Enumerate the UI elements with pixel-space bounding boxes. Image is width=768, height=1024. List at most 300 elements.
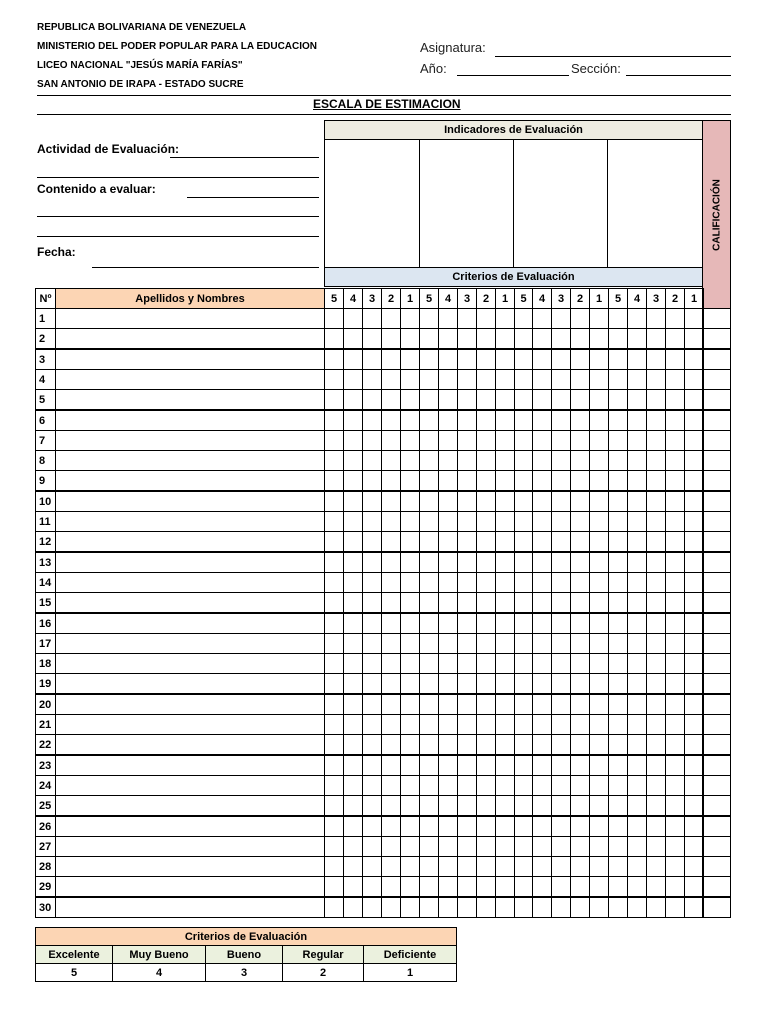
indicator-box-1[interactable] [324, 139, 420, 268]
indicator-box-3[interactable] [513, 139, 608, 268]
score-cell[interactable] [570, 430, 590, 451]
score-cell[interactable] [608, 328, 628, 349]
score-cell[interactable] [476, 673, 496, 694]
score-cell[interactable] [400, 836, 420, 857]
score-cell[interactable] [495, 876, 515, 897]
score-cell[interactable] [476, 633, 496, 654]
score-cell[interactable] [495, 491, 515, 512]
score-cell[interactable] [476, 369, 496, 390]
score-cell[interactable] [495, 511, 515, 532]
score-cell[interactable] [343, 836, 363, 857]
calificacion-cell[interactable] [702, 511, 731, 532]
score-cell[interactable] [589, 734, 609, 755]
score-cell[interactable] [400, 714, 420, 735]
score-cell[interactable] [684, 410, 704, 431]
student-name-cell[interactable] [55, 308, 325, 329]
score-cell[interactable] [570, 673, 590, 694]
score-cell[interactable] [665, 531, 685, 552]
score-cell[interactable] [362, 511, 382, 532]
calificacion-cell[interactable] [702, 369, 731, 390]
score-cell[interactable] [343, 897, 363, 918]
score-cell[interactable] [400, 673, 420, 694]
score-cell[interactable] [438, 592, 458, 613]
score-cell[interactable] [570, 734, 590, 755]
score-cell[interactable] [476, 836, 496, 857]
score-cell[interactable] [419, 613, 439, 634]
score-cell[interactable] [665, 755, 685, 776]
score-cell[interactable] [514, 694, 533, 715]
score-cell[interactable] [665, 653, 685, 674]
score-cell[interactable] [400, 653, 420, 674]
score-cell[interactable] [362, 369, 382, 390]
score-cell[interactable] [646, 410, 666, 431]
score-cell[interactable] [684, 897, 704, 918]
score-cell[interactable] [646, 349, 666, 370]
score-cell[interactable] [532, 491, 552, 512]
score-cell[interactable] [627, 714, 647, 735]
score-cell[interactable] [627, 653, 647, 674]
score-cell[interactable] [646, 694, 666, 715]
score-cell[interactable] [665, 775, 685, 796]
student-name-cell[interactable] [55, 491, 325, 512]
score-cell[interactable] [684, 552, 704, 573]
score-cell[interactable] [343, 308, 363, 329]
score-cell[interactable] [551, 816, 571, 837]
score-cell[interactable] [570, 653, 590, 674]
score-cell[interactable] [324, 653, 344, 674]
score-cell[interactable] [438, 856, 458, 877]
score-cell[interactable] [324, 450, 344, 471]
score-cell[interactable] [665, 389, 685, 410]
seccion-field[interactable] [626, 75, 731, 76]
score-cell[interactable] [381, 755, 401, 776]
score-cell[interactable] [532, 552, 552, 573]
score-cell[interactable] [684, 511, 704, 532]
score-cell[interactable] [646, 430, 666, 451]
score-cell[interactable] [457, 633, 477, 654]
score-cell[interactable] [570, 491, 590, 512]
score-cell[interactable] [438, 755, 458, 776]
anio-field[interactable] [457, 75, 569, 76]
score-cell[interactable] [495, 714, 515, 735]
score-cell[interactable] [324, 714, 344, 735]
student-name-cell[interactable] [55, 694, 325, 715]
score-cell[interactable] [495, 410, 515, 431]
score-cell[interactable] [608, 714, 628, 735]
student-name-cell[interactable] [55, 369, 325, 390]
score-cell[interactable] [476, 410, 496, 431]
score-cell[interactable] [646, 470, 666, 491]
score-cell[interactable] [495, 328, 515, 349]
score-cell[interactable] [343, 349, 363, 370]
score-cell[interactable] [608, 308, 628, 329]
score-cell[interactable] [551, 389, 571, 410]
score-cell[interactable] [551, 613, 571, 634]
score-cell[interactable] [608, 531, 628, 552]
score-cell[interactable] [419, 816, 439, 837]
score-cell[interactable] [343, 734, 363, 755]
score-cell[interactable] [589, 592, 609, 613]
score-cell[interactable] [514, 673, 533, 694]
score-cell[interactable] [570, 531, 590, 552]
score-cell[interactable] [400, 410, 420, 431]
student-name-cell[interactable] [55, 613, 325, 634]
score-cell[interactable] [589, 572, 609, 593]
score-cell[interactable] [362, 673, 382, 694]
score-cell[interactable] [476, 511, 496, 532]
score-cell[interactable] [457, 613, 477, 634]
score-cell[interactable] [381, 836, 401, 857]
score-cell[interactable] [684, 328, 704, 349]
score-cell[interactable] [438, 613, 458, 634]
score-cell[interactable] [608, 673, 628, 694]
score-cell[interactable] [457, 511, 477, 532]
score-cell[interactable] [381, 775, 401, 796]
calificacion-cell[interactable] [702, 572, 731, 593]
score-cell[interactable] [419, 349, 439, 370]
score-cell[interactable] [457, 755, 477, 776]
score-cell[interactable] [457, 694, 477, 715]
score-cell[interactable] [438, 450, 458, 471]
score-cell[interactable] [324, 836, 344, 857]
score-cell[interactable] [419, 328, 439, 349]
score-cell[interactable] [665, 836, 685, 857]
indicator-box-4[interactable] [607, 139, 703, 268]
score-cell[interactable] [589, 410, 609, 431]
score-cell[interactable] [343, 470, 363, 491]
score-cell[interactable] [400, 694, 420, 715]
score-cell[interactable] [646, 673, 666, 694]
score-cell[interactable] [419, 856, 439, 877]
score-cell[interactable] [495, 653, 515, 674]
score-cell[interactable] [589, 714, 609, 735]
score-cell[interactable] [457, 734, 477, 755]
calificacion-cell[interactable] [702, 816, 731, 837]
score-cell[interactable] [684, 775, 704, 796]
score-cell[interactable] [514, 714, 533, 735]
score-cell[interactable] [551, 491, 571, 512]
score-cell[interactable] [665, 714, 685, 735]
student-name-cell[interactable] [55, 389, 325, 410]
score-cell[interactable] [343, 795, 363, 816]
score-cell[interactable] [514, 734, 533, 755]
score-cell[interactable] [532, 897, 552, 918]
score-cell[interactable] [532, 328, 552, 349]
score-cell[interactable] [514, 876, 533, 897]
student-name-cell[interactable] [55, 511, 325, 532]
score-cell[interactable] [381, 308, 401, 329]
score-cell[interactable] [457, 673, 477, 694]
score-cell[interactable] [324, 369, 344, 390]
score-cell[interactable] [476, 491, 496, 512]
score-cell[interactable] [551, 592, 571, 613]
score-cell[interactable] [608, 470, 628, 491]
score-cell[interactable] [570, 328, 590, 349]
score-cell[interactable] [324, 349, 344, 370]
score-cell[interactable] [551, 450, 571, 471]
score-cell[interactable] [476, 816, 496, 837]
score-cell[interactable] [400, 511, 420, 532]
score-cell[interactable] [570, 795, 590, 816]
score-cell[interactable] [627, 775, 647, 796]
score-cell[interactable] [684, 491, 704, 512]
score-cell[interactable] [438, 694, 458, 715]
score-cell[interactable] [438, 633, 458, 654]
contenido-field-line-3[interactable] [37, 236, 319, 237]
score-cell[interactable] [362, 836, 382, 857]
score-cell[interactable] [608, 349, 628, 370]
calificacion-cell[interactable] [702, 714, 731, 735]
score-cell[interactable] [343, 876, 363, 897]
score-cell[interactable] [438, 531, 458, 552]
score-cell[interactable] [570, 816, 590, 837]
score-cell[interactable] [627, 389, 647, 410]
score-cell[interactable] [343, 491, 363, 512]
score-cell[interactable] [646, 531, 666, 552]
score-cell[interactable] [438, 673, 458, 694]
score-cell[interactable] [684, 613, 704, 634]
score-cell[interactable] [514, 389, 533, 410]
calificacion-cell[interactable] [702, 755, 731, 776]
score-cell[interactable] [495, 613, 515, 634]
score-cell[interactable] [646, 795, 666, 816]
score-cell[interactable] [665, 572, 685, 593]
score-cell[interactable] [324, 734, 344, 755]
score-cell[interactable] [362, 633, 382, 654]
score-cell[interactable] [570, 856, 590, 877]
score-cell[interactable] [589, 308, 609, 329]
score-cell[interactable] [419, 633, 439, 654]
score-cell[interactable] [684, 470, 704, 491]
score-cell[interactable] [419, 734, 439, 755]
score-cell[interactable] [438, 816, 458, 837]
score-cell[interactable] [589, 349, 609, 370]
score-cell[interactable] [324, 531, 344, 552]
score-cell[interactable] [532, 511, 552, 532]
score-cell[interactable] [646, 308, 666, 329]
score-cell[interactable] [514, 816, 533, 837]
score-cell[interactable] [343, 389, 363, 410]
score-cell[interactable] [438, 714, 458, 735]
student-name-cell[interactable] [55, 876, 325, 897]
score-cell[interactable] [400, 531, 420, 552]
score-cell[interactable] [665, 856, 685, 877]
score-cell[interactable] [362, 572, 382, 593]
contenido-field[interactable] [187, 197, 319, 198]
score-cell[interactable] [665, 491, 685, 512]
score-cell[interactable] [589, 328, 609, 349]
score-cell[interactable] [589, 531, 609, 552]
score-cell[interactable] [381, 856, 401, 877]
score-cell[interactable] [514, 531, 533, 552]
score-cell[interactable] [589, 876, 609, 897]
score-cell[interactable] [495, 389, 515, 410]
score-cell[interactable] [457, 410, 477, 431]
score-cell[interactable] [514, 369, 533, 390]
score-cell[interactable] [362, 430, 382, 451]
score-cell[interactable] [457, 430, 477, 451]
score-cell[interactable] [646, 511, 666, 532]
score-cell[interactable] [551, 633, 571, 654]
score-cell[interactable] [400, 328, 420, 349]
score-cell[interactable] [419, 531, 439, 552]
score-cell[interactable] [457, 775, 477, 796]
score-cell[interactable] [589, 775, 609, 796]
calificacion-cell[interactable] [702, 450, 731, 471]
student-name-cell[interactable] [55, 552, 325, 573]
score-cell[interactable] [343, 592, 363, 613]
score-cell[interactable] [627, 531, 647, 552]
score-cell[interactable] [457, 552, 477, 573]
score-cell[interactable] [570, 714, 590, 735]
score-cell[interactable] [381, 613, 401, 634]
score-cell[interactable] [362, 734, 382, 755]
score-cell[interactable] [551, 349, 571, 370]
score-cell[interactable] [665, 876, 685, 897]
score-cell[interactable] [514, 836, 533, 857]
score-cell[interactable] [646, 592, 666, 613]
score-cell[interactable] [324, 856, 344, 877]
score-cell[interactable] [457, 491, 477, 512]
score-cell[interactable] [476, 389, 496, 410]
score-cell[interactable] [627, 572, 647, 593]
score-cell[interactable] [627, 795, 647, 816]
score-cell[interactable] [324, 491, 344, 512]
score-cell[interactable] [400, 775, 420, 796]
score-cell[interactable] [608, 856, 628, 877]
score-cell[interactable] [381, 795, 401, 816]
calificacion-cell[interactable] [702, 613, 731, 634]
score-cell[interactable] [589, 470, 609, 491]
score-cell[interactable] [495, 592, 515, 613]
score-cell[interactable] [532, 470, 552, 491]
score-cell[interactable] [589, 755, 609, 776]
score-cell[interactable] [400, 856, 420, 877]
score-cell[interactable] [684, 653, 704, 674]
score-cell[interactable] [400, 552, 420, 573]
score-cell[interactable] [381, 552, 401, 573]
score-cell[interactable] [532, 714, 552, 735]
score-cell[interactable] [438, 470, 458, 491]
score-cell[interactable] [457, 572, 477, 593]
score-cell[interactable] [419, 511, 439, 532]
score-cell[interactable] [419, 592, 439, 613]
score-cell[interactable] [324, 470, 344, 491]
calificacion-cell[interactable] [702, 876, 731, 897]
score-cell[interactable] [532, 369, 552, 390]
score-cell[interactable] [684, 389, 704, 410]
score-cell[interactable] [646, 755, 666, 776]
score-cell[interactable] [362, 694, 382, 715]
score-cell[interactable] [646, 389, 666, 410]
score-cell[interactable] [419, 308, 439, 329]
score-cell[interactable] [343, 572, 363, 593]
score-cell[interactable] [684, 592, 704, 613]
calificacion-cell[interactable] [702, 328, 731, 349]
score-cell[interactable] [343, 673, 363, 694]
score-cell[interactable] [514, 349, 533, 370]
contenido-field-line-2[interactable] [37, 216, 319, 217]
score-cell[interactable] [551, 694, 571, 715]
student-name-cell[interactable] [55, 410, 325, 431]
score-cell[interactable] [419, 795, 439, 816]
score-cell[interactable] [343, 410, 363, 431]
score-cell[interactable] [324, 572, 344, 593]
score-cell[interactable] [457, 714, 477, 735]
actividad-field[interactable] [170, 157, 319, 158]
score-cell[interactable] [627, 430, 647, 451]
score-cell[interactable] [476, 856, 496, 877]
calificacion-cell[interactable] [702, 897, 731, 918]
score-cell[interactable] [495, 633, 515, 654]
score-cell[interactable] [684, 673, 704, 694]
score-cell[interactable] [665, 897, 685, 918]
student-name-cell[interactable] [55, 856, 325, 877]
score-cell[interactable] [514, 491, 533, 512]
score-cell[interactable] [608, 836, 628, 857]
score-cell[interactable] [627, 511, 647, 532]
score-cell[interactable] [665, 369, 685, 390]
score-cell[interactable] [324, 816, 344, 837]
score-cell[interactable] [381, 389, 401, 410]
score-cell[interactable] [514, 511, 533, 532]
score-cell[interactable] [324, 389, 344, 410]
score-cell[interactable] [400, 816, 420, 837]
score-cell[interactable] [551, 856, 571, 877]
score-cell[interactable] [551, 369, 571, 390]
student-name-cell[interactable] [55, 572, 325, 593]
score-cell[interactable] [438, 511, 458, 532]
score-cell[interactable] [400, 876, 420, 897]
score-cell[interactable] [665, 470, 685, 491]
score-cell[interactable] [324, 694, 344, 715]
score-cell[interactable] [608, 775, 628, 796]
score-cell[interactable] [419, 775, 439, 796]
student-name-cell[interactable] [55, 816, 325, 837]
score-cell[interactable] [400, 592, 420, 613]
score-cell[interactable] [514, 755, 533, 776]
score-cell[interactable] [608, 653, 628, 674]
score-cell[interactable] [438, 328, 458, 349]
score-cell[interactable] [665, 795, 685, 816]
score-cell[interactable] [457, 470, 477, 491]
score-cell[interactable] [400, 369, 420, 390]
score-cell[interactable] [608, 430, 628, 451]
score-cell[interactable] [570, 572, 590, 593]
score-cell[interactable] [684, 795, 704, 816]
score-cell[interactable] [381, 349, 401, 370]
score-cell[interactable] [457, 389, 477, 410]
score-cell[interactable] [457, 856, 477, 877]
score-cell[interactable] [684, 572, 704, 593]
score-cell[interactable] [495, 816, 515, 837]
score-cell[interactable] [438, 572, 458, 593]
score-cell[interactable] [532, 653, 552, 674]
score-cell[interactable] [646, 897, 666, 918]
score-cell[interactable] [362, 450, 382, 471]
score-cell[interactable] [684, 430, 704, 451]
student-name-cell[interactable] [55, 734, 325, 755]
score-cell[interactable] [495, 470, 515, 491]
score-cell[interactable] [400, 430, 420, 451]
score-cell[interactable] [400, 389, 420, 410]
score-cell[interactable] [400, 491, 420, 512]
score-cell[interactable] [532, 755, 552, 776]
score-cell[interactable] [627, 734, 647, 755]
score-cell[interactable] [476, 328, 496, 349]
score-cell[interactable] [570, 450, 590, 471]
score-cell[interactable] [324, 410, 344, 431]
